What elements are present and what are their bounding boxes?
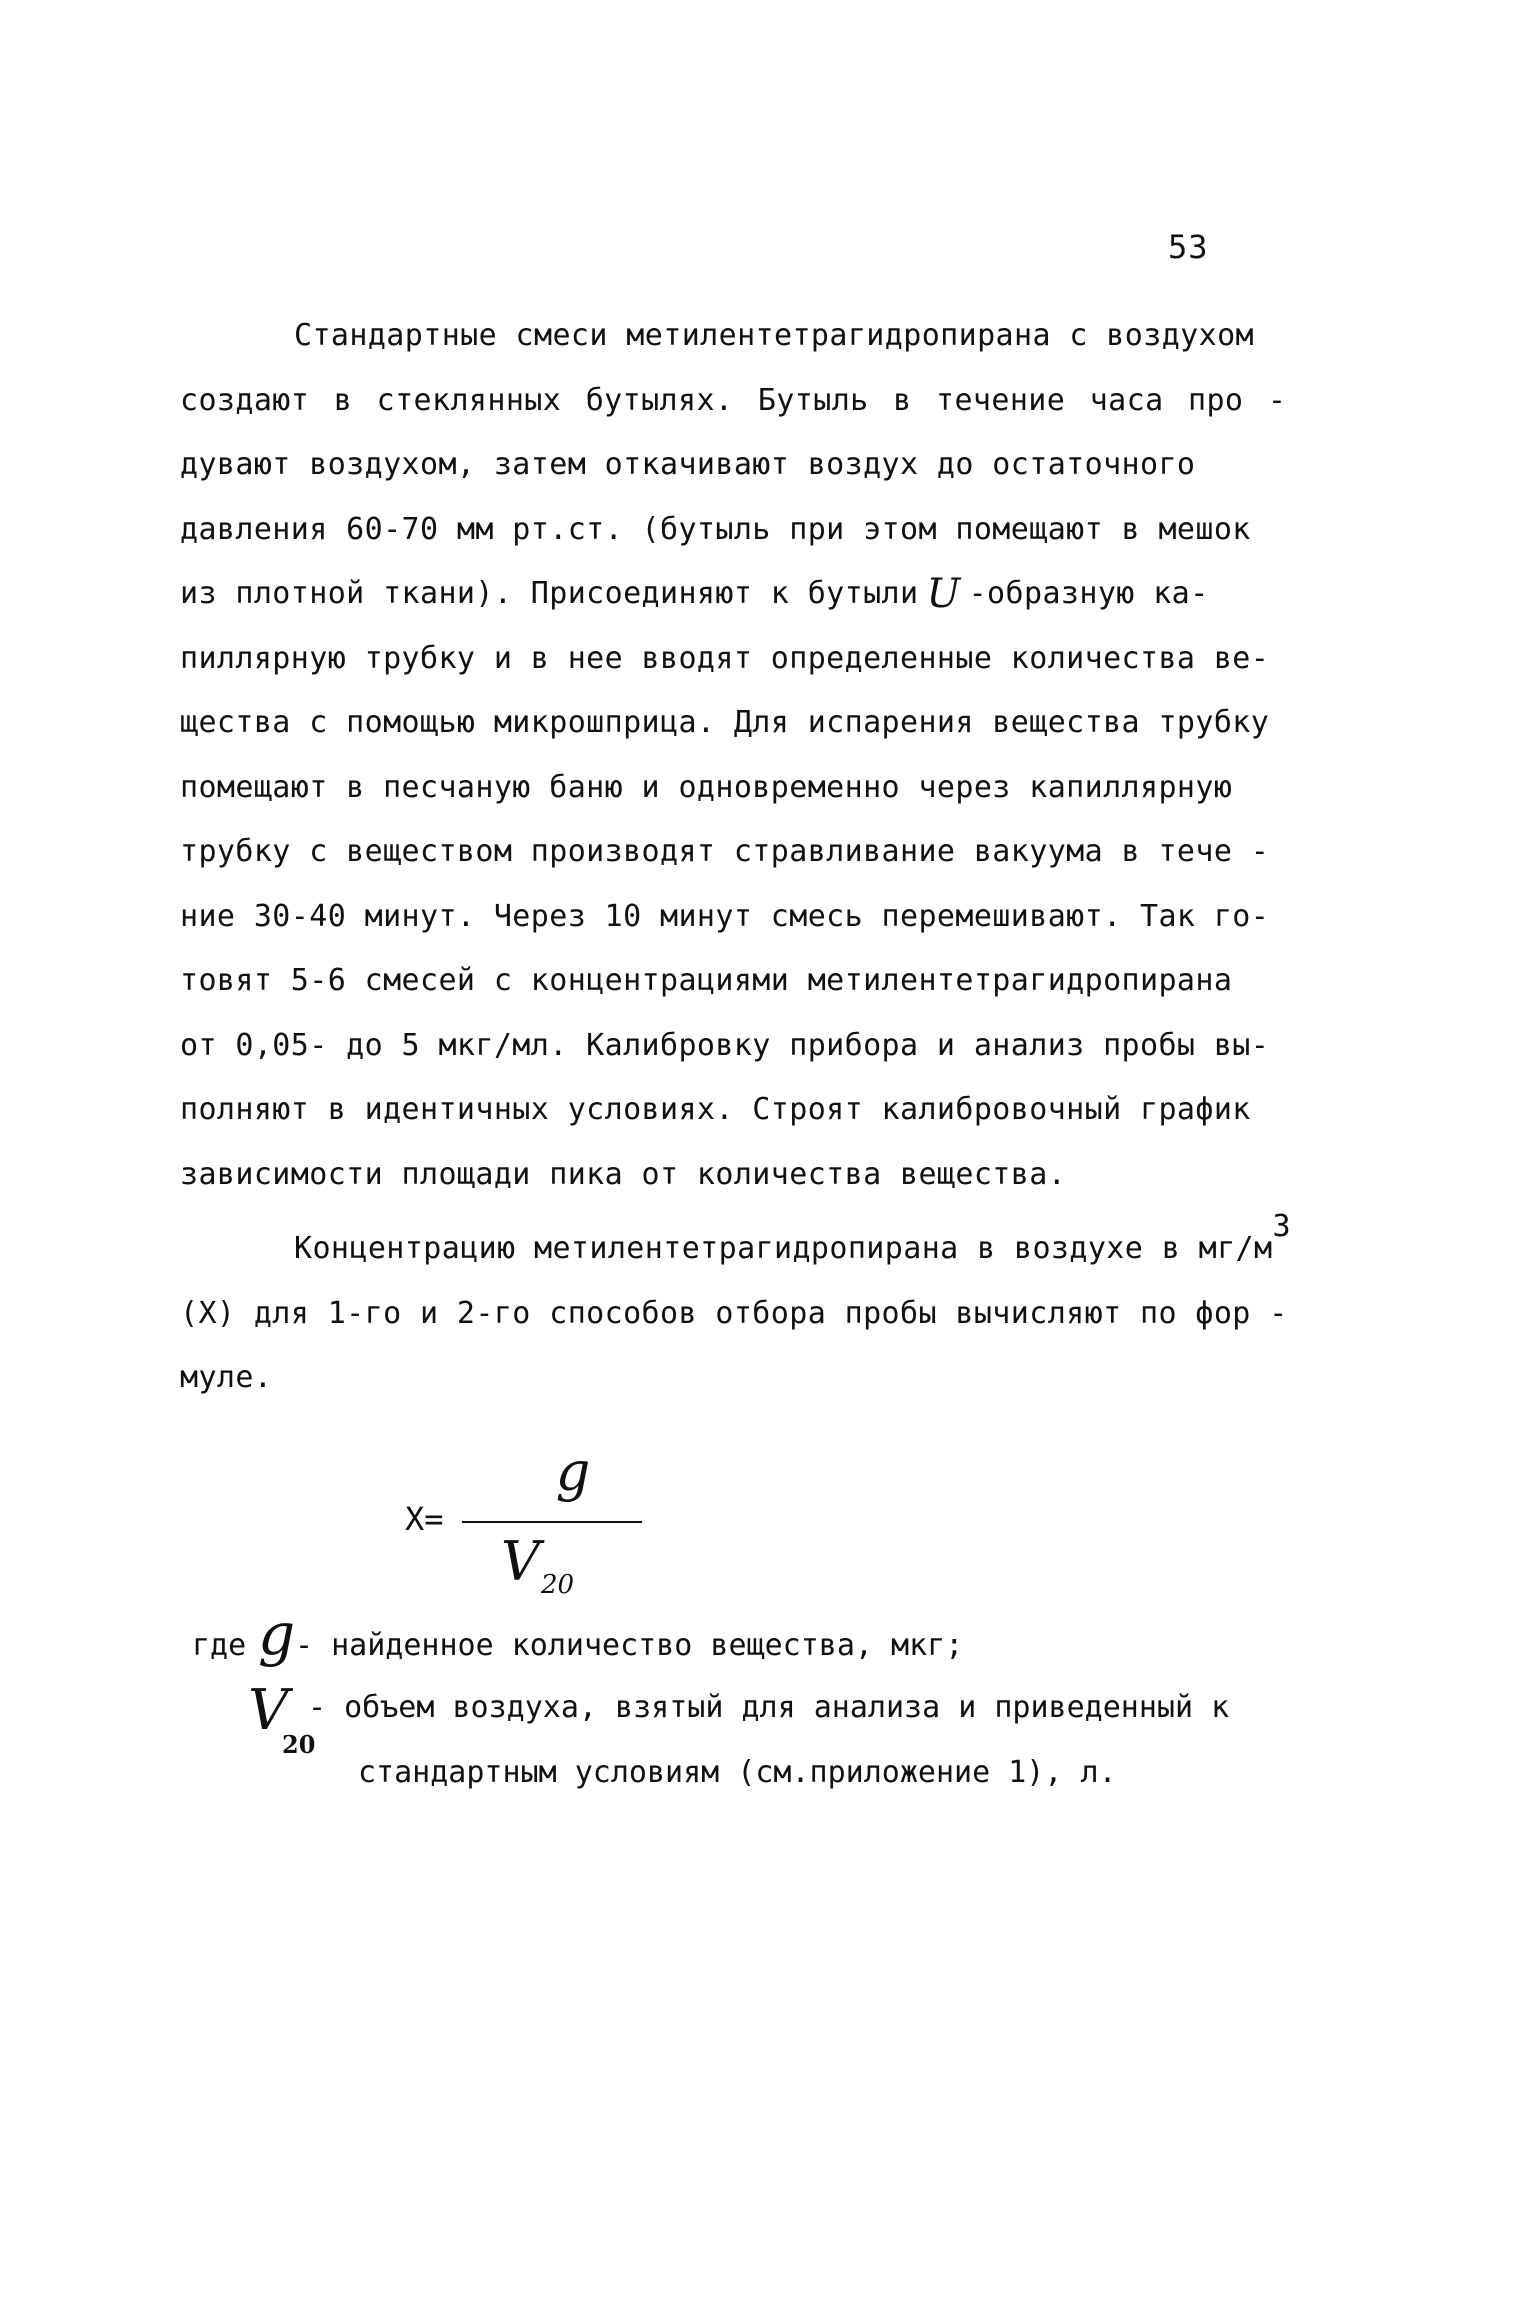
text-fragment: Концентрацию метилентетрагидропирана в воздухе в мг/м — [294, 1231, 1273, 1266]
paragraph-preparation — [180, 304, 1360, 1411]
text-line: зависимости площади пика от количества вещества. — [180, 1156, 1067, 1192]
text-line: полняют в идентичных условиях. Строят калибровочный график — [180, 1092, 1251, 1127]
text-line: Стандартные смеси метилентетрагидропирана с воздухом — [294, 318, 1254, 353]
formula-lhs: X= — [405, 1500, 444, 1538]
text-line: от 0,05- до 5 мкг/мл. Калибровку прибора и анализ пробы вы- — [180, 1027, 1270, 1063]
text-line: создают в стеклянных бутылях. Бутыль в течение часа про - — [180, 382, 1287, 418]
text-line: (X) для 1-го и 2-го способов отбора пробы вычисляют по фор - — [180, 1295, 1288, 1331]
text-line: товят 5-6 смесей с концентрациями метилентетрагидропирана — [180, 963, 1233, 998]
legend-where: где — [192, 1628, 247, 1663]
text-line: щества с помощью микрошприца. Для испарения вещества трубку — [180, 705, 1270, 740]
u-shape-symbol: U — [926, 571, 961, 617]
page-number: 53 — [1168, 228, 1209, 266]
text-line: пиллярную трубку и в нее вводят определенные количества ве- — [180, 640, 1270, 676]
legend-v-description-cont: стандартным условиям (см.приложение 1), л. — [358, 1755, 1117, 1790]
legend-g-description: - найденное количество вещества, мкг; — [295, 1628, 964, 1663]
legend-v-subscript: 20 — [282, 1730, 316, 1759]
text-line: помещают в песчаную баню и одновременно через капиллярную — [180, 769, 1233, 805]
fraction-bar — [462, 1521, 642, 1523]
text-line — [180, 562, 1360, 627]
text-line: ние 30-40 минут. Через 10 минут смесь перемешивают. Так го- — [180, 898, 1270, 934]
superscript-3: 3 — [1272, 1209, 1291, 1244]
formula-denominator: V — [501, 1530, 540, 1593]
legend-g-symbol: g — [258, 1600, 296, 1668]
formula-denominator-subscript: 20 — [541, 1570, 575, 1600]
text-line: муле. — [180, 1360, 273, 1395]
text-line — [180, 1209, 1360, 1282]
legend-v-symbol: V — [248, 1678, 289, 1743]
text-line: давления 60-70 мм рт.ст. (бутыль при этом помещают в мешок — [180, 511, 1251, 547]
text-line: дувают воздухом, затем откачивают воздух до остаточного — [180, 447, 1196, 482]
text-fragment: из плотной ткани). Присоединяют к бутыли — [180, 576, 919, 611]
legend-v-description: - объем воздуха, взятый для анализа и приведенный к — [308, 1690, 1230, 1725]
text-fragment: -образную ка- — [968, 576, 1209, 611]
formula-numerator: g — [555, 1440, 591, 1503]
concentration-formula — [405, 1440, 665, 1610]
text-line: трубку с веществом производят стравливание вакуума в тече - — [180, 834, 1270, 869]
